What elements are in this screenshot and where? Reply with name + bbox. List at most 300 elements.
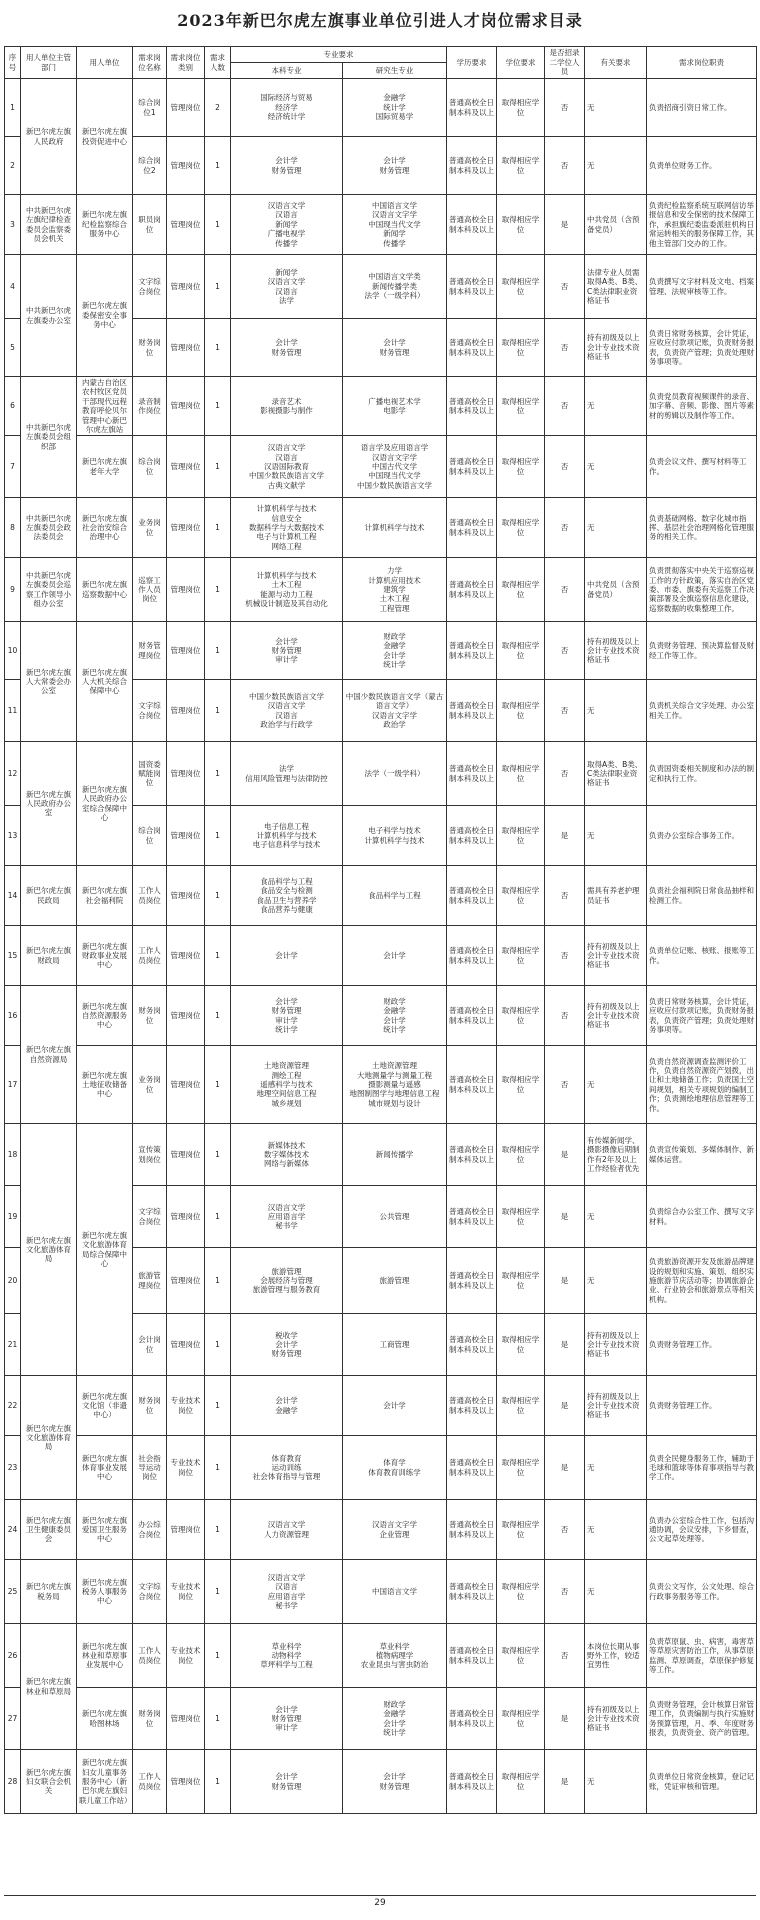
table-row bbox=[5, 742, 757, 806]
degree-cell: 取得相应学位 bbox=[497, 1248, 545, 1314]
requirements-cell: 取得A类、B类、C类法律职业资格证书 bbox=[585, 742, 647, 806]
unit-cell: 新巴尔虎左旗委保密安全事务中心 bbox=[77, 255, 133, 377]
dept-cell: 新巴尔虎左旗财政局 bbox=[21, 926, 77, 986]
row-index: 5 bbox=[5, 319, 21, 377]
category-cell: 管理岗位 bbox=[167, 622, 205, 680]
requirements-cell: 无 bbox=[585, 498, 647, 558]
row-index: 12 bbox=[5, 742, 21, 806]
category-cell: 专业技术岗位 bbox=[167, 1560, 205, 1624]
requirements-cell: 持有初级及以上会计专业技术资格证书 bbox=[585, 319, 647, 377]
count-cell: 1 bbox=[205, 195, 231, 255]
grad-major-cell: 力学 计算机应用技术 建筑学 土木工程 工程管理 bbox=[343, 558, 447, 622]
table-row bbox=[5, 1436, 757, 1500]
dept-cell: 中共新巴尔虎左旗委办公室 bbox=[21, 255, 77, 377]
post-cell: 录音制作岗位 bbox=[133, 377, 167, 436]
education-cell: 普通高校全日制本科及以上 bbox=[447, 1314, 497, 1376]
second-degree-cell: 是 bbox=[545, 1436, 585, 1500]
post-cell: 综合岗位1 bbox=[133, 79, 167, 137]
duty-cell: 负责撰写文字材料及文电、档案管理、法规审核等工作。 bbox=[647, 255, 757, 319]
second-degree-cell: 是 bbox=[545, 1248, 585, 1314]
duty-cell: 负责机关综合文字处理、办公室相关工作。 bbox=[647, 680, 757, 742]
undergrad-major-cell: 会计学 财务管理 审计学 统计学 bbox=[231, 986, 343, 1046]
post-cell: 财务岗位 bbox=[133, 1376, 167, 1436]
grad-major-cell: 中国语言文学 bbox=[343, 1560, 447, 1624]
dept-cell: 中共新巴尔虎左旗委员会政法委员会 bbox=[21, 498, 77, 558]
grad-major-cell: 会计学 bbox=[343, 926, 447, 986]
duty-cell: 负责全民健身服务工作，辅助于毛球和篮球等体育事项指导与教学工作。 bbox=[647, 1436, 757, 1500]
dept-cell: 新巴尔虎左旗人民政府 bbox=[21, 79, 77, 195]
requirements-cell: 无 bbox=[585, 79, 647, 137]
row-index: 3 bbox=[5, 195, 21, 255]
requirements-cell: 中共党员（含预备党员） bbox=[585, 558, 647, 622]
table-row bbox=[5, 866, 757, 926]
education-cell: 普通高校全日制本科及以上 bbox=[447, 742, 497, 806]
duty-cell: 负责党员教育视频课件的录音、加字幕、音频、影像、图片等素材的剪辑以及制作等工作。 bbox=[647, 377, 757, 436]
row-index: 19 bbox=[5, 1186, 21, 1248]
grad-major-cell: 会计学 财务管理 bbox=[343, 319, 447, 377]
post-cell: 文字综合岗位 bbox=[133, 1560, 167, 1624]
degree-cell: 取得相应学位 bbox=[497, 1750, 545, 1814]
post-cell: 工作人员岗位 bbox=[133, 926, 167, 986]
education-cell: 普通高校全日制本科及以上 bbox=[447, 195, 497, 255]
post-cell: 国资委赋能岗位 bbox=[133, 742, 167, 806]
education-cell: 普通高校全日制本科及以上 bbox=[447, 137, 497, 195]
count-cell: 1 bbox=[205, 377, 231, 436]
category-cell: 管理岗位 bbox=[167, 1750, 205, 1814]
table-row bbox=[5, 558, 757, 622]
grad-major-cell: 公共管理 bbox=[343, 1186, 447, 1248]
page-number: 29 bbox=[374, 1898, 386, 1908]
table-row bbox=[5, 436, 757, 498]
category-cell: 管理岗位 bbox=[167, 1314, 205, 1376]
undergrad-major-cell: 草业科学 动物科学 草坪科学与工程 bbox=[231, 1624, 343, 1688]
grad-major-cell: 会计学 bbox=[343, 1376, 447, 1436]
grad-major-cell: 财政学 金融学 会计学 统计学 bbox=[343, 622, 447, 680]
requirements-cell: 无 bbox=[585, 1436, 647, 1500]
duty-cell: 负责办公室综合事务工作。 bbox=[647, 806, 757, 866]
dept-cell: 新巴尔虎左旗林业和草原局 bbox=[21, 1624, 77, 1750]
degree-cell: 取得相应学位 bbox=[497, 436, 545, 498]
unit-cell: 新巴尔虎左旗土地征收储备中心 bbox=[77, 1046, 133, 1124]
duty-cell: 负责财务管理工作。 bbox=[647, 1314, 757, 1376]
table-header bbox=[5, 47, 757, 79]
duty-cell: 负责单位记账、核账、报账等工作。 bbox=[647, 926, 757, 986]
undergrad-major-cell: 计算机科学与技术 土木工程 能源与动力工程 机械设计制造及其自动化 bbox=[231, 558, 343, 622]
count-cell: 1 bbox=[205, 498, 231, 558]
post-cell: 办公综合岗位 bbox=[133, 1500, 167, 1560]
row-index: 13 bbox=[5, 806, 21, 866]
grad-major-cell: 语言学及应用语言学 汉语言文字学 中国古代文学 中国现当代文学 中国少数民族语言文学 bbox=[343, 436, 447, 498]
requirements-cell: 本岗位长期从事野外工作，较适宜男性 bbox=[585, 1624, 647, 1688]
unit-cell: 新巴尔虎左旗自然资源服务中心 bbox=[77, 986, 133, 1046]
row-index: 4 bbox=[5, 255, 21, 319]
table-row bbox=[5, 1046, 757, 1124]
category-cell: 管理岗位 bbox=[167, 866, 205, 926]
post-cell: 财务岗位 bbox=[133, 986, 167, 1046]
category-cell: 管理岗位 bbox=[167, 558, 205, 622]
grad-major-cell: 中国少数民族语言文学（蒙古语言文学） 汉语言文字学 政治学 bbox=[343, 680, 447, 742]
education-cell: 普通高校全日制本科及以上 bbox=[447, 926, 497, 986]
header-major: 专业要求 bbox=[231, 47, 447, 63]
category-cell: 管理岗位 bbox=[167, 255, 205, 319]
second-degree-cell: 否 bbox=[545, 742, 585, 806]
undergrad-major-cell: 汉语言文学 汉语言 新闻学 广播电视学 传播学 bbox=[231, 195, 343, 255]
table-row bbox=[5, 1124, 757, 1186]
second-degree-cell: 否 bbox=[545, 558, 585, 622]
duty-cell: 负责纪检监察系统互联网信访举报信息和安全保密的技术保障工作，承担旗纪委监委派驻机构日常运转相关的服务保障工作，其他主管部门交办的工作。 bbox=[647, 195, 757, 255]
degree-cell: 取得相应学位 bbox=[497, 498, 545, 558]
undergrad-major-cell: 新闻学 汉语言文学 汉语言 法学 bbox=[231, 255, 343, 319]
grad-major-cell: 食品科学与工程 bbox=[343, 866, 447, 926]
table-row bbox=[5, 622, 757, 680]
row-index: 17 bbox=[5, 1046, 21, 1124]
degree-cell: 取得相应学位 bbox=[497, 1186, 545, 1248]
second-degree-cell: 是 bbox=[545, 1186, 585, 1248]
category-cell: 管理岗位 bbox=[167, 79, 205, 137]
duty-cell: 负责财务管理，会计核算日常管理工作，负责编制与执行实施财务预算管理，月、季、年度财务报表，负责资金、资产的管理。 bbox=[647, 1688, 757, 1750]
undergrad-major-cell: 计算机科学与技术 信息安全 数据科学与大数据技术 电子与计算机工程 网络工程 bbox=[231, 498, 343, 558]
degree-cell: 取得相应学位 bbox=[497, 622, 545, 680]
unit-cell: 新巴尔虎左旗文化馆（非遗中心） bbox=[77, 1376, 133, 1436]
count-cell: 1 bbox=[205, 986, 231, 1046]
requirements-cell: 有传媒新闻学、摄影摄像后期制作有2年及以上工作经验者优先 bbox=[585, 1124, 647, 1186]
row-index: 1 bbox=[5, 79, 21, 137]
duty-cell: 负责社会福利院日常食品抽样和检测工作。 bbox=[647, 866, 757, 926]
undergrad-major-cell: 汉语言文学 人力资源管理 bbox=[231, 1500, 343, 1560]
unit-cell: 新巴尔虎左旗文化旅游体育局综合保障中心 bbox=[77, 1124, 133, 1376]
post-cell: 宣传策划岗位 bbox=[133, 1124, 167, 1186]
requirements-cell: 持有初级及以上会计专业技术资格证书 bbox=[585, 1376, 647, 1436]
degree-cell: 取得相应学位 bbox=[497, 1124, 545, 1186]
undergrad-major-cell: 录音艺术 影视摄影与制作 bbox=[231, 377, 343, 436]
post-cell: 综合岗位2 bbox=[133, 137, 167, 195]
requirements-cell: 无 bbox=[585, 806, 647, 866]
unit-cell: 新巴尔虎左旗财政事业发展中心 bbox=[77, 926, 133, 986]
degree-cell: 取得相应学位 bbox=[497, 79, 545, 137]
header-duty: 需求岗位职责 bbox=[647, 47, 757, 79]
requirements-cell: 持有初级及以上会计专业技术资格证书 bbox=[585, 1688, 647, 1750]
table-row bbox=[5, 986, 757, 1046]
row-index: 2 bbox=[5, 137, 21, 195]
degree-cell: 取得相应学位 bbox=[497, 1688, 545, 1750]
post-cell: 文字综合岗位 bbox=[133, 1186, 167, 1248]
education-cell: 普通高校全日制本科及以上 bbox=[447, 1376, 497, 1436]
unit-cell: 新巴尔虎左旗爱国卫生服务中心 bbox=[77, 1500, 133, 1560]
degree-cell: 取得相应学位 bbox=[497, 195, 545, 255]
row-index: 27 bbox=[5, 1688, 21, 1750]
row-index: 15 bbox=[5, 926, 21, 986]
undergrad-major-cell: 会计学 财务管理 审计学 bbox=[231, 622, 343, 680]
count-cell: 1 bbox=[205, 319, 231, 377]
category-cell: 管理岗位 bbox=[167, 1124, 205, 1186]
dept-cell: 新巴尔虎左旗人民政府办公室 bbox=[21, 742, 77, 866]
table-row bbox=[5, 498, 757, 558]
document-title: 2023年新巴尔虎左旗事业单位引进人才岗位需求目录 bbox=[177, 11, 583, 30]
row-index: 20 bbox=[5, 1248, 21, 1314]
post-cell: 综合岗位 bbox=[133, 806, 167, 866]
education-cell: 普通高校全日制本科及以上 bbox=[447, 866, 497, 926]
second-degree-cell: 否 bbox=[545, 436, 585, 498]
table-row bbox=[5, 377, 757, 436]
dept-cell: 中共新巴尔虎左旗委员会巡察工作领导小组办公室 bbox=[21, 558, 77, 622]
degree-cell: 取得相应学位 bbox=[497, 986, 545, 1046]
count-cell: 1 bbox=[205, 1560, 231, 1624]
grad-major-cell: 会计学 财务管理 bbox=[343, 1750, 447, 1814]
count-cell: 1 bbox=[205, 1186, 231, 1248]
table-body bbox=[5, 79, 757, 1814]
row-index: 8 bbox=[5, 498, 21, 558]
category-cell: 专业技术岗位 bbox=[167, 1624, 205, 1688]
degree-cell: 取得相应学位 bbox=[497, 1046, 545, 1124]
count-cell: 1 bbox=[205, 1314, 231, 1376]
unit-cell: 新巴尔虎左旗投资促进中心 bbox=[77, 79, 133, 195]
second-degree-cell: 否 bbox=[545, 926, 585, 986]
category-cell: 管理岗位 bbox=[167, 137, 205, 195]
duty-cell: 负责综合办公室工作、撰写文字材料。 bbox=[647, 1186, 757, 1248]
row-index: 25 bbox=[5, 1560, 21, 1624]
grad-major-cell: 法学（一级学科） bbox=[343, 742, 447, 806]
row-index: 22 bbox=[5, 1376, 21, 1436]
category-cell: 专业技术岗位 bbox=[167, 1436, 205, 1500]
category-cell: 管理岗位 bbox=[167, 319, 205, 377]
degree-cell: 取得相应学位 bbox=[497, 255, 545, 319]
degree-cell: 取得相应学位 bbox=[497, 806, 545, 866]
education-cell: 普通高校全日制本科及以上 bbox=[447, 680, 497, 742]
post-cell: 业务岗位 bbox=[133, 498, 167, 558]
dept-cell: 新巴尔虎左旗文化旅游体育局 bbox=[21, 1124, 77, 1376]
unit-cell: 新巴尔虎左旗哈图林场 bbox=[77, 1688, 133, 1750]
dept-cell: 新巴尔虎左旗妇女联合会机关 bbox=[21, 1750, 77, 1814]
post-cell: 职员岗位 bbox=[133, 195, 167, 255]
second-degree-cell: 是 bbox=[545, 1314, 585, 1376]
requirements-cell: 无 bbox=[585, 1560, 647, 1624]
unit-cell: 内蒙古自治区农村牧区党员干部现代远程教育呼伦贝尔管理中心新巴尔虎左旗站 bbox=[77, 377, 133, 436]
unit-cell: 新巴尔虎左旗体育事业发展中心 bbox=[77, 1436, 133, 1500]
category-cell: 专业技术岗位 bbox=[167, 1376, 205, 1436]
dept-cell: 新巴尔虎左旗卫生健康委员会 bbox=[21, 1500, 77, 1560]
duty-cell: 负责日常财务核算，会计凭证，应收应付款项记账，负责财务报表，负责资产管理；负责处理财务事项等。 bbox=[647, 986, 757, 1046]
count-cell: 1 bbox=[205, 742, 231, 806]
requirements-cell: 持有初级及以上会计专业技术资格证书 bbox=[585, 926, 647, 986]
undergrad-major-cell: 土地资源管理 测绘工程 遥感科学与技术 地理空间信息工程 城乡规划 bbox=[231, 1046, 343, 1124]
header-post: 需求岗位名称 bbox=[133, 47, 167, 79]
count-cell: 1 bbox=[205, 255, 231, 319]
table-row bbox=[5, 1500, 757, 1560]
education-cell: 普通高校全日制本科及以上 bbox=[447, 319, 497, 377]
education-cell: 普通高校全日制本科及以上 bbox=[447, 986, 497, 1046]
education-cell: 普通高校全日制本科及以上 bbox=[447, 436, 497, 498]
undergrad-major-cell: 体育教育 运动训练 社会体育指导与管理 bbox=[231, 1436, 343, 1500]
duty-cell: 负责财务管理、预决算监督及财经工作等工作。 bbox=[647, 622, 757, 680]
education-cell: 普通高校全日制本科及以上 bbox=[447, 1688, 497, 1750]
count-cell: 1 bbox=[205, 926, 231, 986]
duty-cell: 负责基础网格、数字化城市指挥、基层社会治理网格化管理服务的相关工作。 bbox=[647, 498, 757, 558]
count-cell: 1 bbox=[205, 1624, 231, 1688]
category-cell: 管理岗位 bbox=[167, 806, 205, 866]
row-index: 11 bbox=[5, 680, 21, 742]
dept-cell: 中共新巴尔虎左旗纪律检查委员会监察委员会机关 bbox=[21, 195, 77, 255]
dept-cell: 新巴尔虎左旗税务局 bbox=[21, 1560, 77, 1624]
education-cell: 普通高校全日制本科及以上 bbox=[447, 1186, 497, 1248]
count-cell: 1 bbox=[205, 1376, 231, 1436]
category-cell: 管理岗位 bbox=[167, 1688, 205, 1750]
row-index: 10 bbox=[5, 622, 21, 680]
category-cell: 管理岗位 bbox=[167, 377, 205, 436]
second-degree-cell: 否 bbox=[545, 137, 585, 195]
header-count: 需求人数 bbox=[205, 47, 231, 79]
degree-cell: 取得相应学位 bbox=[497, 926, 545, 986]
undergrad-major-cell: 食品科学与工程 食品安全与检测 食品卫生与营养学 食品营养与健康 bbox=[231, 866, 343, 926]
education-cell: 普通高校全日制本科及以上 bbox=[447, 1436, 497, 1500]
education-cell: 普通高校全日制本科及以上 bbox=[447, 1750, 497, 1814]
grad-major-cell: 土地资源管理 大地测量学与测量工程 摄影测量与遥感 地图制图学与地理信息工程 城市规划与设计 bbox=[343, 1046, 447, 1124]
row-index: 9 bbox=[5, 558, 21, 622]
table-row bbox=[5, 79, 757, 137]
category-cell: 管理岗位 bbox=[167, 742, 205, 806]
education-cell: 普通高校全日制本科及以上 bbox=[447, 1500, 497, 1560]
unit-cell: 新巴尔虎左旗巡察数据中心 bbox=[77, 558, 133, 622]
count-cell: 1 bbox=[205, 680, 231, 742]
category-cell: 管理岗位 bbox=[167, 926, 205, 986]
post-cell: 财务岗位 bbox=[133, 1688, 167, 1750]
header-second-degree: 是否招录二学位人员 bbox=[545, 47, 585, 79]
dept-cell: 新巴尔虎左旗文化旅游体育局 bbox=[21, 1376, 77, 1500]
duty-cell: 负责自然资源调查监测评价工作，负责自然资源资产划拨，出让和土地储备工作；负责国土空间规划，相关专项规划的编制工作；负责测绘地理信息管理等工作。 bbox=[647, 1046, 757, 1124]
undergrad-major-cell: 会计学 bbox=[231, 926, 343, 986]
grad-major-cell: 新闻传播学 bbox=[343, 1124, 447, 1186]
requirements-cell: 无 bbox=[585, 1750, 647, 1814]
undergrad-major-cell: 电子信息工程 计算机科学与技术 电子信息科学与技术 bbox=[231, 806, 343, 866]
table-row bbox=[5, 195, 757, 255]
education-cell: 普通高校全日制本科及以上 bbox=[447, 806, 497, 866]
degree-cell: 取得相应学位 bbox=[497, 377, 545, 436]
post-cell: 巡察工作人员岗位 bbox=[133, 558, 167, 622]
unit-cell: 新巴尔虎左旗税务人事服务中心 bbox=[77, 1560, 133, 1624]
second-degree-cell: 是 bbox=[545, 195, 585, 255]
undergrad-major-cell: 会计学 财务管理 审计学 bbox=[231, 1688, 343, 1750]
undergrad-major-cell: 会计学 金融学 bbox=[231, 1376, 343, 1436]
count-cell: 1 bbox=[205, 1124, 231, 1186]
education-cell: 普通高校全日制本科及以上 bbox=[447, 255, 497, 319]
table-row bbox=[5, 1688, 757, 1750]
row-index: 23 bbox=[5, 1436, 21, 1500]
requirements-cell: 无 bbox=[585, 137, 647, 195]
education-cell: 普通高校全日制本科及以上 bbox=[447, 1248, 497, 1314]
education-cell: 普通高校全日制本科及以上 bbox=[447, 1560, 497, 1624]
undergrad-major-cell: 汉语言文学 应用语言学 秘书学 bbox=[231, 1186, 343, 1248]
degree-cell: 取得相应学位 bbox=[497, 742, 545, 806]
duty-cell: 负责宣传策划、多媒体制作、新媒体运营。 bbox=[647, 1124, 757, 1186]
degree-cell: 取得相应学位 bbox=[497, 137, 545, 195]
undergrad-major-cell: 旅游管理 会展经济与管理 旅游管理与服务教育 bbox=[231, 1248, 343, 1314]
category-cell: 管理岗位 bbox=[167, 498, 205, 558]
duty-cell: 负责招商引资日常工作。 bbox=[647, 79, 757, 137]
grad-major-cell: 草业科学 植物病理学 农业昆虫与害虫防治 bbox=[343, 1624, 447, 1688]
undergrad-major-cell: 会计学 财务管理 bbox=[231, 1750, 343, 1814]
degree-cell: 取得相应学位 bbox=[497, 319, 545, 377]
second-degree-cell: 是 bbox=[545, 1688, 585, 1750]
degree-cell: 取得相应学位 bbox=[497, 866, 545, 926]
post-cell: 社会指导运动岗位 bbox=[133, 1436, 167, 1500]
duty-cell: 负责办公室综合性工作，包括沟通协调，会议安排，下乡督查，公文起草处理等。 bbox=[647, 1500, 757, 1560]
degree-cell: 取得相应学位 bbox=[497, 680, 545, 742]
count-cell: 1 bbox=[205, 436, 231, 498]
post-cell: 旅游管理岗位 bbox=[133, 1248, 167, 1314]
second-degree-cell: 是 bbox=[545, 1376, 585, 1436]
count-cell: 1 bbox=[205, 866, 231, 926]
undergrad-major-cell: 税收学 会计学 财务管理 bbox=[231, 1314, 343, 1376]
table-row bbox=[5, 926, 757, 986]
recruitment-table bbox=[4, 46, 757, 1814]
row-index: 6 bbox=[5, 377, 21, 436]
count-cell: 1 bbox=[205, 1500, 231, 1560]
duty-cell: 负责会议文件、撰写材料等工作。 bbox=[647, 436, 757, 498]
requirements-cell: 法律专业人员需取得A类、B类、C类法律职业资格证书 bbox=[585, 255, 647, 319]
second-degree-cell: 否 bbox=[545, 622, 585, 680]
education-cell: 普通高校全日制本科及以上 bbox=[447, 622, 497, 680]
dept-cell: 新巴尔虎左旗自然资源局 bbox=[21, 986, 77, 1124]
second-degree-cell: 否 bbox=[545, 498, 585, 558]
requirements-cell: 无 bbox=[585, 1046, 647, 1124]
degree-cell: 取得相应学位 bbox=[497, 1624, 545, 1688]
education-cell: 普通高校全日制本科及以上 bbox=[447, 1046, 497, 1124]
grad-major-cell: 财政学 金融学 会计学 统计学 bbox=[343, 986, 447, 1046]
row-index: 14 bbox=[5, 866, 21, 926]
education-cell: 普通高校全日制本科及以上 bbox=[447, 498, 497, 558]
dept-cell: 新巴尔虎左旗人大常委会办公室 bbox=[21, 622, 77, 742]
count-cell: 1 bbox=[205, 1436, 231, 1500]
bottom-rule bbox=[4, 1895, 756, 1896]
duty-cell: 负责财务管理工作。 bbox=[647, 1376, 757, 1436]
education-cell: 普通高校全日制本科及以上 bbox=[447, 1124, 497, 1186]
second-degree-cell: 否 bbox=[545, 986, 585, 1046]
education-cell: 普通高校全日制本科及以上 bbox=[447, 1624, 497, 1688]
undergrad-major-cell: 汉语言文学 汉语言 应用语言学 秘书学 bbox=[231, 1560, 343, 1624]
degree-cell: 取得相应学位 bbox=[497, 558, 545, 622]
education-cell: 普通高校全日制本科及以上 bbox=[447, 377, 497, 436]
requirements-cell: 持有初级及以上会计专业技术资格证书 bbox=[585, 986, 647, 1046]
table-row bbox=[5, 255, 757, 319]
count-cell: 1 bbox=[205, 1046, 231, 1124]
grad-major-cell: 广播电视艺术学 电影学 bbox=[343, 377, 447, 436]
header-dept: 用人单位主管部门 bbox=[21, 47, 77, 79]
header-degree: 学位要求 bbox=[497, 47, 545, 79]
count-cell: 1 bbox=[205, 806, 231, 866]
header-undergrad-major: 本科专业 bbox=[231, 63, 343, 79]
undergrad-major-cell: 法学 信用风险管理与法律防控 bbox=[231, 742, 343, 806]
row-index: 7 bbox=[5, 436, 21, 498]
requirements-cell: 无 bbox=[585, 1186, 647, 1248]
dept-cell: 新巴尔虎左旗民政局 bbox=[21, 866, 77, 926]
second-degree-cell: 否 bbox=[545, 680, 585, 742]
second-degree-cell: 否 bbox=[545, 1560, 585, 1624]
education-cell: 普通高校全日制本科及以上 bbox=[447, 79, 497, 137]
table-row bbox=[5, 1560, 757, 1624]
undergrad-major-cell: 汉语言文学 汉语言 汉语国际教育 中国少数民族语言文学 古典文献学 bbox=[231, 436, 343, 498]
post-cell: 财务岗位 bbox=[133, 319, 167, 377]
duty-cell: 负责日常财务核算，会计凭证，应收应付款项记账，负责财务报表，负责资产管理；负责处理财务事项等。 bbox=[647, 319, 757, 377]
category-cell: 管理岗位 bbox=[167, 1046, 205, 1124]
category-cell: 管理岗位 bbox=[167, 986, 205, 1046]
count-cell: 1 bbox=[205, 1688, 231, 1750]
duty-cell: 负责公文写作，公文处理、综合行政事务服务等工作。 bbox=[647, 1560, 757, 1624]
unit-cell: 新巴尔虎左旗老年大学 bbox=[77, 436, 133, 498]
second-degree-cell: 否 bbox=[545, 1500, 585, 1560]
category-cell: 管理岗位 bbox=[167, 1248, 205, 1314]
row-index: 18 bbox=[5, 1124, 21, 1186]
second-degree-cell: 否 bbox=[545, 1624, 585, 1688]
undergrad-major-cell: 新媒体技术 数字媒体技术 网络与新媒体 bbox=[231, 1124, 343, 1186]
